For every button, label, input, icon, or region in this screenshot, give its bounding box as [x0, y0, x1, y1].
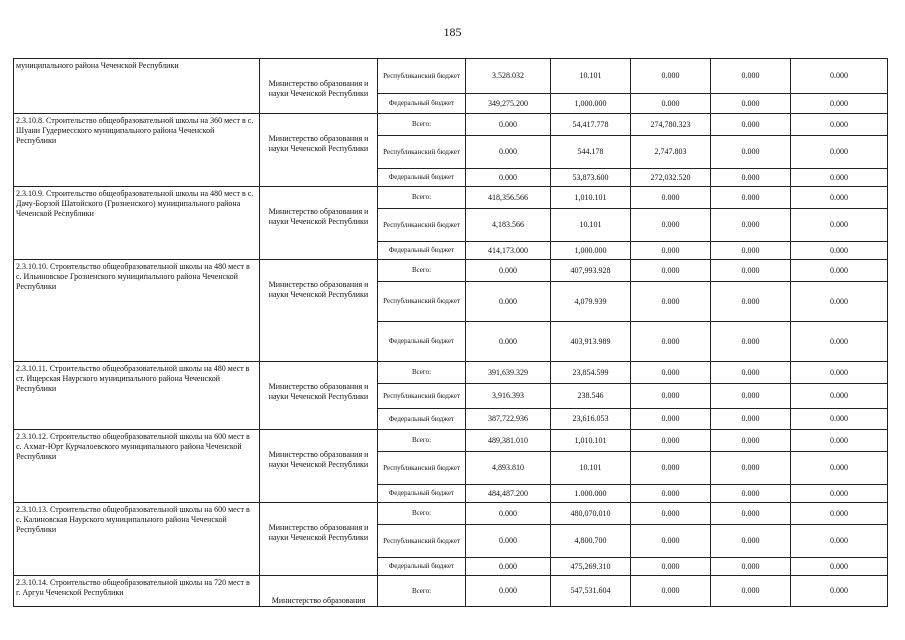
amount-cell: 53,873.600 [551, 169, 631, 187]
funding-source: Всего: [378, 362, 466, 384]
amount-cell: 0.000 [631, 362, 711, 384]
ministry-cell: Министерство образования и науки Чеченской Республики [260, 503, 378, 576]
amount-cell: 238.546 [551, 384, 631, 409]
amount-cell: 418,356.566 [466, 187, 551, 209]
funding-source: Федеральный бюджет [378, 169, 466, 187]
amount-cell: 480,070.010 [551, 503, 631, 525]
amount-cell: 0.000 [631, 525, 711, 558]
amount-cell: 0.000 [791, 282, 888, 322]
amount-cell: 0.000 [466, 114, 551, 136]
amount-cell: 387,722.936 [466, 409, 551, 430]
amount-cell: 0.000 [711, 114, 791, 136]
amount-cell: 0.000 [631, 503, 711, 525]
amount-cell: 489,381.010 [466, 430, 551, 452]
amount-cell: 0.000 [631, 209, 711, 242]
project-title: 2.3.10.10. Строительство общеобразовательной школы на 480 мест в с. Ильиновское Грозненского муниципального района Чеченской Республики [14, 260, 260, 362]
amount-cell: 0.000 [791, 384, 888, 409]
amount-cell: 0.000 [631, 187, 711, 209]
amount-cell: 349,275.200 [466, 94, 551, 114]
ministry-cell: Министерство образования и науки Чеченской Республики [260, 59, 378, 114]
amount-cell: 0.000 [791, 409, 888, 430]
project-title: 2.3.10.11. Строительство общеобразовательной школы на 480 мест в ст. Ищерская Наурского муниципального района Чеченской Республики [14, 362, 260, 430]
amount-cell: 1,010.101 [551, 187, 631, 209]
amount-cell: 1.000.000 [551, 485, 631, 503]
amount-cell: 0.000 [791, 452, 888, 485]
table-row [14, 503, 888, 525]
table-row [14, 430, 888, 452]
amount-cell: 0.000 [711, 503, 791, 525]
table-row [14, 260, 888, 282]
funding-source: Федеральный бюджет [378, 242, 466, 260]
amount-cell: 3,916.393 [466, 384, 551, 409]
amount-cell: 0.000 [631, 322, 711, 362]
amount-cell: 4,079.939 [551, 282, 631, 322]
amount-cell: 484,487.200 [466, 485, 551, 503]
ministry-cell: Министерство образования и науки Чеченской Республики [260, 187, 378, 260]
amount-cell: 0.000 [631, 576, 711, 607]
amount-cell: 0.000 [791, 94, 888, 114]
budget-table-container [13, 58, 887, 605]
amount-cell: 0.000 [791, 525, 888, 558]
amount-cell: 407,993.928 [551, 260, 631, 282]
amount-cell: 0.000 [631, 558, 711, 576]
amount-cell: 0.000 [631, 282, 711, 322]
amount-cell: 0.000 [791, 114, 888, 136]
funding-source: Республиканский бюджет [378, 282, 466, 322]
amount-cell: 403,913.989 [551, 322, 631, 362]
amount-cell: 10.101 [551, 209, 631, 242]
table-row [14, 187, 888, 209]
funding-source: Федеральный бюджет [378, 485, 466, 503]
amount-cell: 0.000 [466, 503, 551, 525]
amount-cell: 0.000 [791, 169, 888, 187]
funding-source: Федеральный бюджет [378, 94, 466, 114]
amount-cell: 0.000 [791, 322, 888, 362]
amount-cell: 547,531.604 [551, 576, 631, 607]
funding-source: Федеральный бюджет [378, 558, 466, 576]
amount-cell: 0.000 [631, 260, 711, 282]
amount-cell: 2,747.803 [631, 136, 711, 169]
amount-cell: 0.000 [466, 558, 551, 576]
amount-cell: 0.000 [711, 209, 791, 242]
amount-cell: 1,010.101 [551, 430, 631, 452]
amount-cell: 0.000 [791, 362, 888, 384]
amount-cell: 0.000 [466, 136, 551, 169]
table-row [14, 59, 888, 94]
amount-cell: 391,639.329 [466, 362, 551, 384]
amount-cell: 0.000 [631, 384, 711, 409]
amount-cell: 0.000 [631, 452, 711, 485]
project-title: 2.3.10.9. Строительство общеобразовательной школы на 480 мест в с. Дачу-Борзой Шатойского (Грозненского) муниципального района Чеченской Республики [14, 187, 260, 260]
table-row [14, 576, 888, 607]
amount-cell: 1,000.000 [551, 94, 631, 114]
funding-source: Республиканский бюджет [378, 209, 466, 242]
amount-cell: 0.000 [791, 209, 888, 242]
amount-cell: 0.000 [631, 409, 711, 430]
amount-cell: 23,854.599 [551, 362, 631, 384]
amount-cell: 54,417.778 [551, 114, 631, 136]
amount-cell: 0.000 [711, 485, 791, 503]
table-row [14, 362, 888, 384]
amount-cell: 0.000 [791, 242, 888, 260]
funding-source: Всего: [378, 187, 466, 209]
amount-cell: 0.000 [711, 94, 791, 114]
amount-cell: 0.000 [711, 558, 791, 576]
amount-cell: 0.000 [631, 485, 711, 503]
amount-cell: 0.000 [631, 242, 711, 260]
funding-source: Всего: [378, 503, 466, 525]
amount-cell: 274,780.323 [631, 114, 711, 136]
amount-cell: 0.000 [791, 485, 888, 503]
ministry-cell: Министерство образования и науки Чеченской Республики [260, 362, 378, 430]
funding-source: Федеральный бюджет [378, 409, 466, 430]
amount-cell: 0.000 [466, 169, 551, 187]
amount-cell: 0.000 [711, 59, 791, 94]
amount-cell: 0.000 [711, 136, 791, 169]
funding-source: Республиканский бюджет [378, 384, 466, 409]
amount-cell: 0.000 [791, 260, 888, 282]
amount-cell: 0.000 [711, 576, 791, 607]
amount-cell: 0.000 [791, 558, 888, 576]
amount-cell: 0.000 [791, 187, 888, 209]
amount-cell: 475,269.310 [551, 558, 631, 576]
amount-cell: 0.000 [791, 136, 888, 169]
funding-source: Всего: [378, 114, 466, 136]
amount-cell: 4,183.566 [466, 209, 551, 242]
amount-cell: 0.000 [791, 430, 888, 452]
project-title: 2.3.10.14. Строительство общеобразовательной школы на 720 мест в г. Аргун Чеченской Республики [14, 576, 260, 607]
amount-cell: 0.000 [711, 242, 791, 260]
funding-source: Всего: [378, 260, 466, 282]
project-title: 2.3.10.12. Строительство общеобразовательной школы на 600 мест в с. Ахмат-Юрт Курчалоевского муниципального района Чеченской Республики [14, 430, 260, 503]
ministry-cell: Министерство образования [260, 576, 378, 607]
amount-cell: 0.000 [711, 362, 791, 384]
amount-cell: 0.000 [711, 452, 791, 485]
amount-cell: 0.000 [631, 430, 711, 452]
amount-cell: 272,032.520 [631, 169, 711, 187]
funding-source: Республиканский бюджет [378, 136, 466, 169]
amount-cell: 0.000 [631, 59, 711, 94]
budget-table [13, 58, 888, 607]
ministry-cell: Министерство образования и науки Чеченской Республики [260, 430, 378, 503]
funding-source: Всего: [378, 576, 466, 607]
amount-cell: 0.000 [711, 187, 791, 209]
project-title: 2.3.10.13. Строительство общеобразовательной школы на 600 мест в с. Калиновская Наурского муниципального района Чеченской Республики [14, 503, 260, 576]
amount-cell: 0.000 [466, 525, 551, 558]
amount-cell: 0.000 [711, 169, 791, 187]
amount-cell: 0.000 [466, 322, 551, 362]
amount-cell: 4,800.700 [551, 525, 631, 558]
amount-cell: 0.000 [711, 430, 791, 452]
amount-cell: 0.000 [711, 260, 791, 282]
amount-cell: 0.000 [466, 576, 551, 607]
project-title: муниципального района Чеченской Республики [14, 59, 260, 114]
project-title: 2.3.10.8. Строительство общеобразовательной школы на 360 мест в с. Шуани Гудермесского муниципального района Чеченской Республики [14, 114, 260, 187]
ministry-cell: Министерство образования и науки Чеченской Республики [260, 114, 378, 187]
amount-cell: 0.000 [631, 94, 711, 114]
funding-source: Республиканский бюджет [378, 525, 466, 558]
funding-source: Республиканский бюджет [378, 59, 466, 94]
amount-cell: 0.000 [711, 282, 791, 322]
funding-source: Всего: [378, 430, 466, 452]
amount-cell: 0.000 [791, 503, 888, 525]
amount-cell: 0.000 [711, 384, 791, 409]
amount-cell: 0.000 [711, 409, 791, 430]
funding-source: Республиканский бюджет [378, 452, 466, 485]
amount-cell: 10.101 [551, 452, 631, 485]
amount-cell: 0.000 [711, 322, 791, 362]
amount-cell: 1,000.000 [551, 242, 631, 260]
amount-cell: 0.000 [466, 260, 551, 282]
amount-cell: 0.000 [791, 59, 888, 94]
ministry-cell: Министерство образования и науки Чеченской Республики [260, 260, 378, 362]
amount-cell: 414,173.000 [466, 242, 551, 260]
amount-cell: 0.000 [466, 282, 551, 322]
amount-cell: 10.101 [551, 59, 631, 94]
amount-cell: 0.000 [791, 576, 888, 607]
table-row [14, 114, 888, 136]
amount-cell: 0.000 [711, 525, 791, 558]
page-number: 185 [443, 25, 462, 39]
funding-source: Федеральный бюджет [378, 322, 466, 362]
amount-cell: 3.528.032 [466, 59, 551, 94]
amount-cell: 23,616.053 [551, 409, 631, 430]
amount-cell: 4,893.810 [466, 452, 551, 485]
amount-cell: 544.178 [551, 136, 631, 169]
